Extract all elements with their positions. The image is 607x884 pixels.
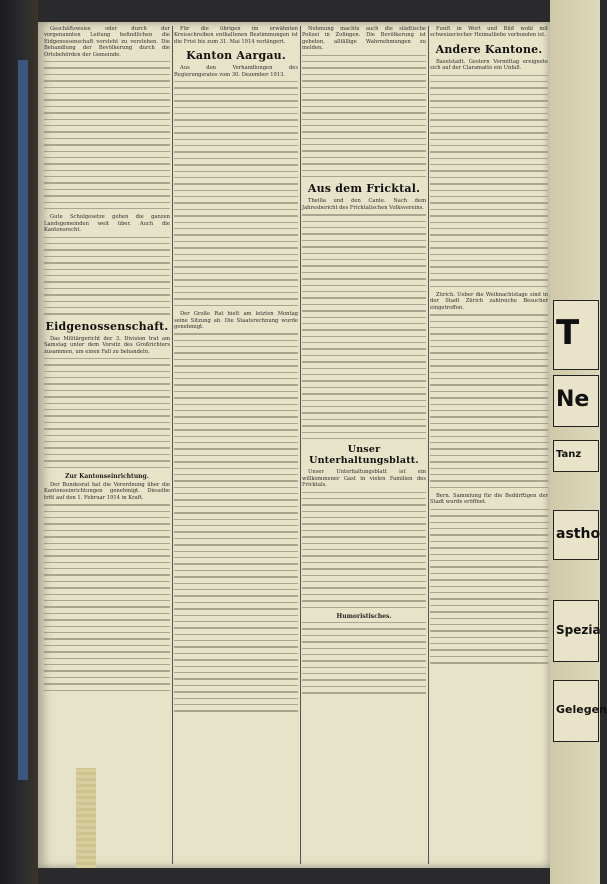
- paragraph: Unser Unterhaltungsblatt ist ein willkommener Gast in vielen Familien des Fricktals.: [302, 469, 426, 489]
- heading-kanton-aargau: Kanton Aargau.: [186, 49, 286, 63]
- paragraph: Nehmung machte auch die städtische Polizei in Zofingen. Die Bevölkerung ist gebeten, allfällige Wahrnehmungen zu melden.: [302, 26, 426, 52]
- side-ad: Spezia: [553, 600, 599, 662]
- column-3: [302, 26, 426, 864]
- binding-tape: [18, 60, 28, 780]
- adjacent-page-strip: [550, 0, 607, 884]
- side-ad: Gelegen: [553, 680, 599, 742]
- paragraph: Theilla und den Cante. Nach dem Jahresbericht des Fricktalischen Volksvereins.: [302, 198, 426, 211]
- subheading: Humoristisches.: [336, 612, 392, 620]
- newspaper-page: [38, 22, 550, 868]
- side-ad: astho: [553, 510, 599, 560]
- heading-unterhaltungsblatt: Unser Unterhaltungsblatt.: [309, 444, 419, 467]
- page-tear-edge: [76, 768, 96, 868]
- column-2: [174, 26, 298, 864]
- heading-andere-kantone: Andere Kantone.: [435, 42, 543, 56]
- side-ad: Tanz: [553, 440, 599, 472]
- paragraph: Aus den Verhandlungen des Regierungsrates vom 30. Dezember 1913.: [174, 65, 298, 78]
- paragraph: Zürich. Ueber die Weihnachtstage sind in der Stadt Zürich zahlreiche Besucher eingetroffen.: [430, 291, 548, 311]
- heading-eidgenossenschaft: Eidgenossenschaft.: [45, 319, 169, 333]
- side-ad: T: [553, 300, 599, 370]
- subheading: Zur Kantonseinrichtung.: [65, 472, 149, 480]
- paragraph: Der Große Rat hielt am letzten Montag seine Sitzung ab. Die Staatsrechnung wurde genehmigt.: [174, 311, 298, 330]
- side-ad: Ne: [553, 375, 599, 427]
- paragraph: Gute Schulgesetze gehen die ganzen Landsgemeinden weit über. Auch die Kantonsrecht.: [44, 214, 170, 234]
- paragraph: Geschäftsweise oder durch der vorgenannten Leitung befindlichen die Eidgenossenschaft vorsteht zu verstehen. Die Behandlung der Bevölkerung durch die Ortsbehörden der Gemeinde.: [44, 26, 170, 58]
- paragraph: Funft in Wort und Bild wohl mit schweizerischer Heimatliebe verbunden ist.: [430, 26, 548, 39]
- column-1: [44, 26, 170, 864]
- paragraph: Bern. Sammlung für die Bedürftigen der Stadt wurde eröffnet.: [430, 493, 548, 506]
- paragraph: Baselstadt. Gestern Vormittag ereignete sich auf der Claramatte ein Unfall.: [430, 58, 548, 72]
- heading-fricktal: Aus dem Fricktal.: [307, 182, 421, 196]
- paragraph: Das Militärgericht der 3. Division trat am Samstag unter dem Vorsitz des Großrichters zusammen, um einen Fall zu behandeln.: [44, 335, 170, 355]
- paragraph: Der Bundesrat hat die Verordnung über die Kantonseinrichtungen genehmigt. Dieselbe tritt auf den 1. Februar 1914 in Kraft.: [44, 481, 170, 501]
- column-4: [430, 26, 548, 864]
- paragraph: Für die übrigen im erwähnten Kreisschreiben enthaltenen Bestimmungen ist die Frist bis zum 31. Mai 1914 verlängert.: [174, 26, 298, 45]
